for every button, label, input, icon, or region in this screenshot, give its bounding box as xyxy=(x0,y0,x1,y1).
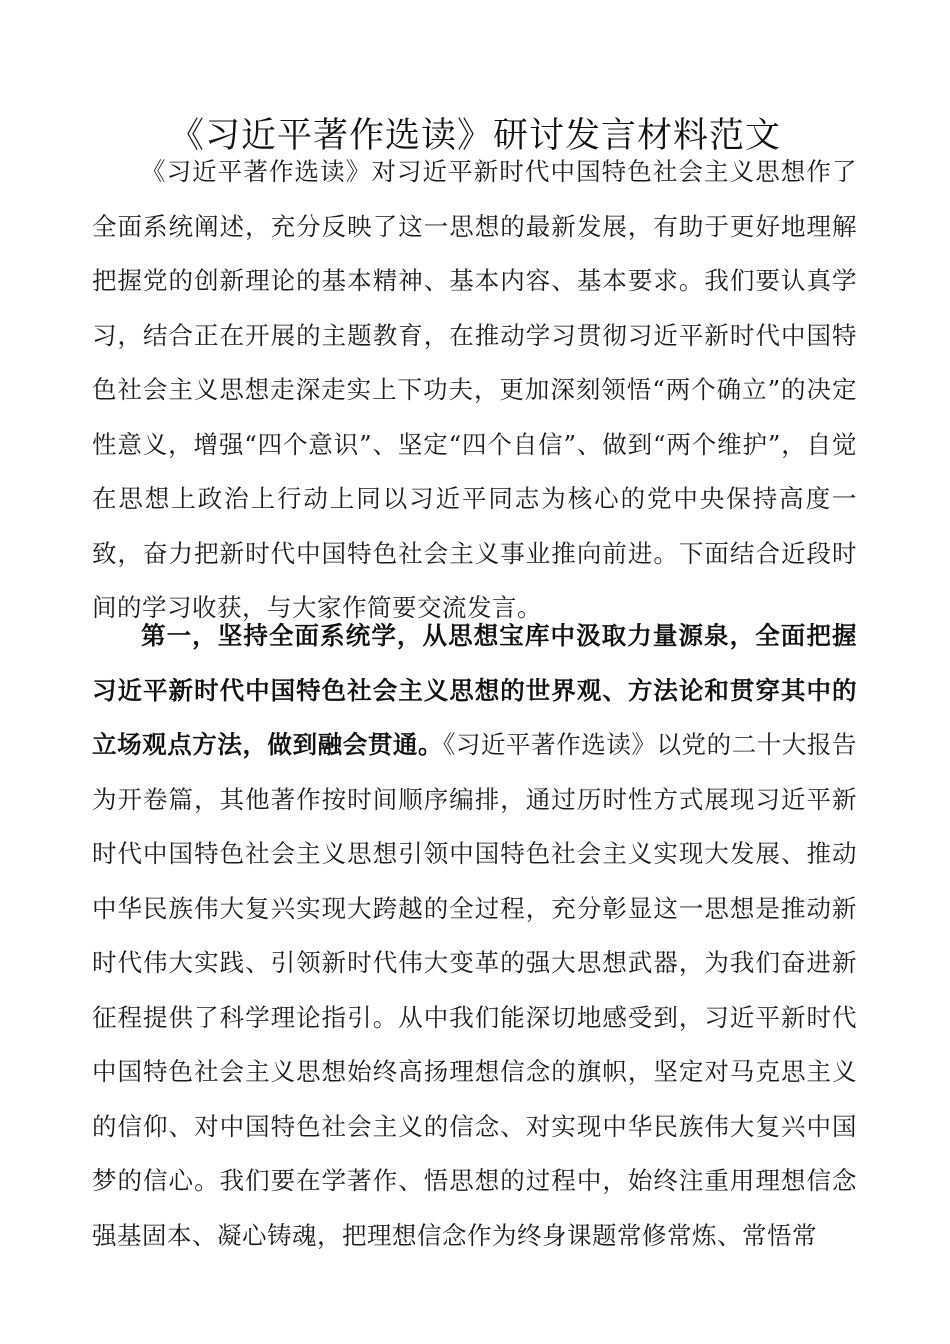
document-title: 《习近平著作选读》研讨发言材料范文 xyxy=(168,116,781,156)
paragraph-first-point-text: 《习近平著作选读》以党的二十大报告为开卷篇，其他著作按时间顺序编排，通过历时性方式展现习近平新时代中国特色社会主义思想引领中国特色社会主义实现大发展、推动中华民族伟大复兴实现大跨越的全过程，充分彰显这一思想是推动新时代伟大实践、引领新时代伟大变革的强大思想武器，为我们奋进新征程提供了科学理论指引。从中我们能深切地感受到，习近平新时代中国特色社会主义思想始终高扬理想信念的旗帜，坚定对马克思主义的信仰、对中国特色社会主义的信念、对实现中华民族伟大复兴中国梦的信心。我们要在学著作、悟思想的过程中，始终注重用理想信念强基固本、凝心铸魂，把理想信念作为终身课题常修常炼、常悟常 xyxy=(92,730,858,1250)
paragraph-intro-text: 《习近平著作选读》对习近平新时代中国特色社会主义思想作了全面系统阐述，充分反映了这一思想的最新发展，有助于更好地理解把握党的创新理论的基本精神、基本内容、基本要求。我们要认真学习，结合正在开展的主题教育，在推动学习贯彻习近平新时代中国特色社会主义思想走深走实上下功夫，更加深刻领悟“两个确立”的决定性意义，增强“四个意识”、坚定“四个自信”、做到“两个维护”，自觉在思想上政治上行动上同以习近平同志为核心的党中央保持高度一致，奋力把新时代中国特色社会主义事业推向前进。下面结合近段时间的学习收获，与大家作简要交流发言。 xyxy=(92,157,857,622)
paragraph-first-point xyxy=(92,609,857,1263)
paragraph-first-point-lead: 第一，坚持全面系统学，从思想宝库中汲取力量源泉，全面把握习近平新时代中国特色社会主义思想的世界观、方法论和贯穿其中的立场观点方法，做到融会贯通。 xyxy=(92,621,857,759)
paragraph-intro xyxy=(92,145,857,636)
